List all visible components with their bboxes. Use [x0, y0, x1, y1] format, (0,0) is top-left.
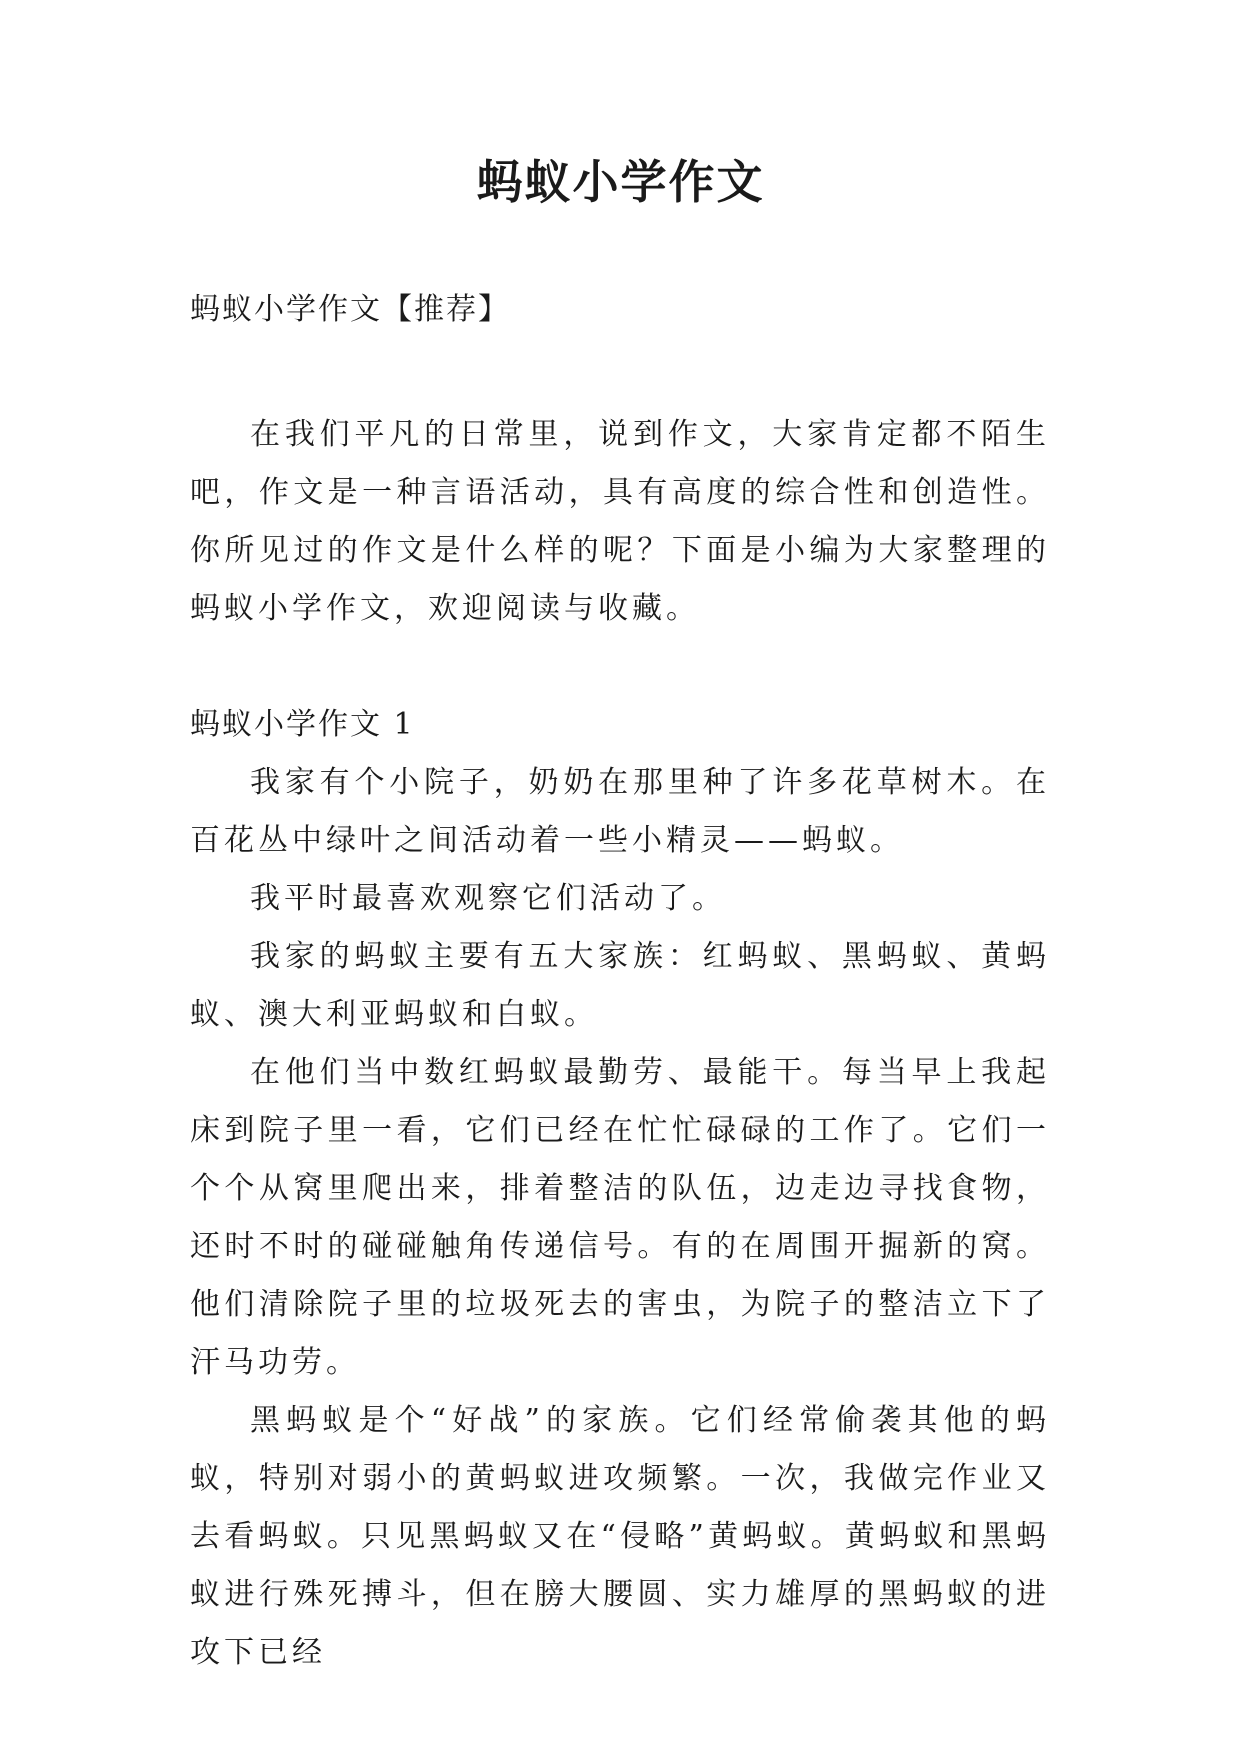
document-title: 蚂蚁小学作文	[476, 155, 765, 209]
body-paragraph: 我平时最喜欢观察它们活动了。	[250, 881, 726, 916]
body-paragraph: 黑蚂蚁是个“好战”的家族。它们经常偷袭其他的蚂蚁，特别对弱小的黄蚂蚁进攻频繁。一次，我做完作业又去看蚂蚁。只见黑蚂蚁又在“侵略”黄蚂蚁。黄蚂蚁和黑蚂蚁进行殊死搏斗，但在膀大腰圆、实力雄厚的黑蚂蚁的进攻下已经	[190, 1403, 1050, 1670]
document-subtitle: 蚂蚁小学作文【推荐】	[190, 292, 510, 327]
essay-section	[190, 696, 1050, 1682]
body-paragraph: 在他们当中数红蚂蚁最勤劳、最能干。每当早上我起床到院子里一看，它们已经在忙忙碌碌的工作了。它们一个个从窝里爬出来，排着整洁的队伍，边走边寻找食物，还时不时的碰碰触角传递信号。有的在周围开掘新的窝。他们清除院子里的垃圾死去的害虫，为院子的整洁立下了汗马功劳。	[190, 1055, 1050, 1380]
section-heading: 蚂蚁小学作文 1	[190, 707, 415, 742]
body-paragraph: 我家的蚂蚁主要有五大家族：红蚂蚁、黑蚂蚁、黄蚂蚁、澳大利亚蚂蚁和白蚁。	[190, 939, 1050, 1032]
body-paragraph: 我家有个小院子，奶奶在那里种了许多花草树木。在百花丛中绿叶之间活动着一些小精灵——蚂蚁。	[190, 765, 1050, 858]
intro-block	[190, 406, 1050, 638]
intro-paragraph: 在我们平凡的日常里，说到作文，大家肯定都不陌生吧，作文是一种言语活动，具有高度的综合性和创造性。你所见过的作文是什么样的呢？下面是小编为大家整理的蚂蚁小学作文，欢迎阅读与收藏。	[190, 417, 1050, 626]
